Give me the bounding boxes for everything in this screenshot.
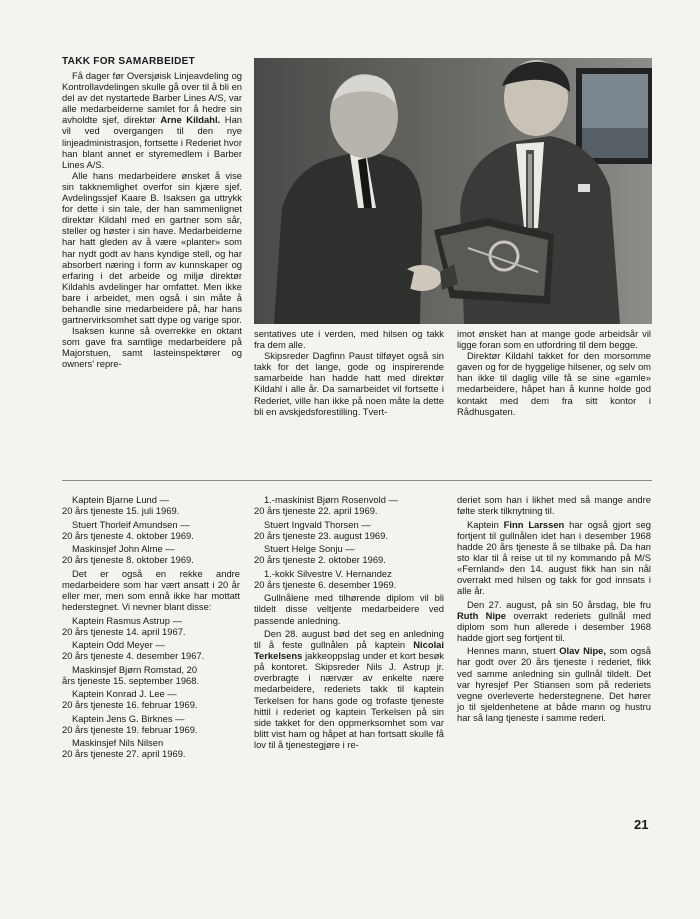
honor-service: 20 års tjeneste 15. juli 1969. xyxy=(62,505,180,517)
honor-name: Maskinsjef Nils Nilsen xyxy=(72,737,164,749)
paragraph: Den 27. august, på sin 50 årsdag, ble fru Ruth Nipe overrakt rederiets gullnål med diplom som hun allerede i desember 1968 hadde gjort seg fortjent til. xyxy=(457,598,651,643)
honor-entry xyxy=(62,713,240,735)
honor-entry xyxy=(62,639,240,661)
honor-name: Kaptein Jens G. Birknes — xyxy=(72,712,185,724)
intro-paragraph: Få dager før Oversjøisk Linjeavdeling og Kontrollavdelingen skulle gå over til å bli en del av det nystartede Barber Lines A/S, var alle medarbeiderne samlet for å hedre sin avholdte sjef, direktør Arne Kildahl. Han vil ved overgangen til den nye linjeadministrasjon, fortsette i Rederiet hvor han blant annet er styremedlem i Barber Lines A/S. xyxy=(62,70,242,170)
paragraph: Alle hans medarbeidere ønsket å vise sin takknemlighet overfor sin kjære sjef. Avdelingssjef Kaare B. Isaksen ga uttrykk for dette i sin tale, der han sammenlignet direktør Kildahl med en gartner som sår, steller og høster i sin have. Medarbeiderne har hatt gleden av å være «planter» som har nydt godt av hans kyndige stell, og har absorbert næring i form av kunnskaper og erfaring i det arbeide og miljø direktør Kildahls avdelinger har omfattet. Men ikke bare i arbeidet, men også i sin måte å behandle sine medarbeidere på, har hans gartnervirksomhet satt dype og varige spor. xyxy=(62,169,242,326)
honor-entry xyxy=(62,543,240,565)
honors-list xyxy=(254,494,444,590)
honor-name: Stuert Thorleif Amundsen — xyxy=(72,518,190,530)
honor-entry xyxy=(254,543,444,565)
paragraph: Hennes mann, stuert Olav Nipe, som også har godt over 20 års tjeneste i rederiet, fikk ved samme anledning sin gullnål tildelt. Det var hyresjef Per Stiansen som på rederiets vegne overleverte hederstegnene. Det hører jo til sjeldenhetene at både mann og hustru har så lang tjeneste i samme rederi. xyxy=(457,645,651,723)
honor-name: Maskinsjef Bjørn Romstad, 20 xyxy=(72,663,198,675)
bold-name: Nicolai Terkelsens xyxy=(254,639,444,662)
honor-entry xyxy=(62,615,240,637)
bold-name: Ruth Nipe xyxy=(457,609,506,621)
honor-service: 20 års tjeneste 2. oktober 1969. xyxy=(254,554,386,566)
honor-name: Stuert Ingvald Thorsen — xyxy=(264,518,371,530)
honor-service: 20 års tjeneste 4. desember 1967. xyxy=(62,650,205,662)
honor-service: års tjeneste 15. september 1968. xyxy=(62,674,200,686)
honor-service: 20 års tjeneste 23. august 1969. xyxy=(254,529,388,541)
honor-service: 20 års tjeneste 16. februar 1969. xyxy=(62,699,198,711)
honor-service: 20 års tjeneste 19. februar 1969. xyxy=(62,723,198,735)
article-column-2 xyxy=(254,328,444,417)
honor-entry xyxy=(62,664,240,686)
honor-service: 20 års tjeneste 4. oktober 1969. xyxy=(62,529,194,541)
article-column-1 xyxy=(62,70,242,370)
honor-name: Kaptein Odd Meyer — xyxy=(72,639,165,651)
paragraph: deriet som han i likhet med så mange andre følte sterk tilknytning til. xyxy=(457,494,651,517)
paragraph: imot ønsket han at mange gode arbeidsår vil ligge foran som en utfordring til dem begge. xyxy=(457,328,651,351)
honor-service: 20 års tjeneste 14. april 1967. xyxy=(62,625,186,637)
honors-column-1 xyxy=(62,494,240,762)
honor-name: Kaptein Konrad J. Lee — xyxy=(72,688,177,700)
paragraph: sentatives ute i verden, med hilsen og takk fra dem alle. xyxy=(254,328,444,351)
honor-name: Stuert Helge Sonju — xyxy=(264,543,355,555)
article-column-3 xyxy=(457,328,651,417)
bold-name: Arne Kildahl. xyxy=(160,114,221,126)
honor-name: 1.-kokk Silvestre V. Hernandez xyxy=(264,567,392,579)
honor-name: Kaptein Rasmus Astrup — xyxy=(72,614,182,626)
bold-name: Finn Larssen xyxy=(503,518,565,530)
honor-name: Maskinsjef John Alme — xyxy=(72,543,175,555)
honors-list xyxy=(62,494,240,565)
honor-service: 20 års tjeneste 22. april 1969. xyxy=(254,505,378,517)
paragraph: Isaksen kunne så overrekke en oktant som gave fra samtlige medarbeidere på Majorstuen, samt lasteinspektører og owners' repre- xyxy=(62,325,242,370)
honor-entry xyxy=(62,688,240,710)
bold-name: Olav Nipe, xyxy=(559,645,606,657)
honor-entry xyxy=(254,519,444,541)
honors-column-2 xyxy=(254,494,444,750)
honor-name: Kaptein Bjarne Lund — xyxy=(72,494,169,505)
honor-service: 20 års tjeneste 27. april 1969. xyxy=(62,748,186,760)
honors-column-3 xyxy=(457,494,651,723)
honor-service: 20 års tjeneste 8. oktober 1969. xyxy=(62,554,194,566)
photo-illustration xyxy=(254,58,652,324)
paragraph: Det er også en rekke andre medarbeidere som har vært ansatt i 20 år eller mer, men som ennå ikke har mottatt hederstegnet. Vi nevner blant disse: xyxy=(62,567,240,613)
honor-entry xyxy=(254,494,444,516)
section-divider xyxy=(62,480,652,481)
paragraph: Direktør Kildahl takket for den morsomme gaven og for de hyggelige hilsener, og selv om han ikke til daglig ville få se sine «gamle» medarbeidere, håpet han å kunne holde god kontakt med dem fra sitt kontor i Rådhusgaten. xyxy=(457,350,651,417)
honor-entry xyxy=(62,494,240,516)
honors-list xyxy=(62,615,240,760)
honor-entry xyxy=(254,568,444,590)
paragraph: Kaptein Finn Larssen har også gjort seg fortjent til gullnålen idet han i desember 1968 hadde 20 års tjeneste å se tilbake på. Da han sto klar til å reise ut til ny kommando på M/S «Fernland» den 14. august fikk han sin nål overrakt med hilsen og takk for god innsats i alle år. xyxy=(457,518,651,597)
paragraph: Skipsreder Dagfinn Paust tilføyet også sin takk for det lange, gode og inspirerende samarbeide han hadde hatt med direktør Kildahl i alle år. Da samarbeidet vil fortsette i Rederiet, ville han ikke på noen måte la dette bli en avskjedsforestilling. Tvert- xyxy=(254,350,444,417)
honor-entry xyxy=(62,519,240,541)
article-heading: TAKK FOR SAMARBEIDET xyxy=(62,56,196,67)
paragraph: Gullnålene med tilhørende diplom vil bli tildelt disse veltjente medarbeidere ved passende anledning. xyxy=(254,592,444,626)
page-number: 21 xyxy=(634,817,649,832)
honor-name: 1.-maskinist Bjørn Rosenvold — xyxy=(264,494,398,505)
photo-handshake xyxy=(254,58,652,324)
paragraph: Den 28. august bød det seg en anledning til å feste gullnålen på kaptein Nicolai Terkelsens jakkeoppslag under et kort besøk på kontoret. Skipsreder Nils J. Astrup jr. overbragte i nærvær av enkelte nære medarbeidere, rederiets takk til kaptein Terkelsen for hans gode og trofaste tjeneste hittil i rederiet og kaptein Terkelsen på sin side takket for den oppmerksomhet som var blitt vist ham og håpet at han fortsatt skulle få lov til å tjenestegjøre i re- xyxy=(254,627,444,750)
honor-entry xyxy=(62,737,240,759)
honor-service: 20 års tjeneste 6. desember 1969. xyxy=(254,578,397,590)
